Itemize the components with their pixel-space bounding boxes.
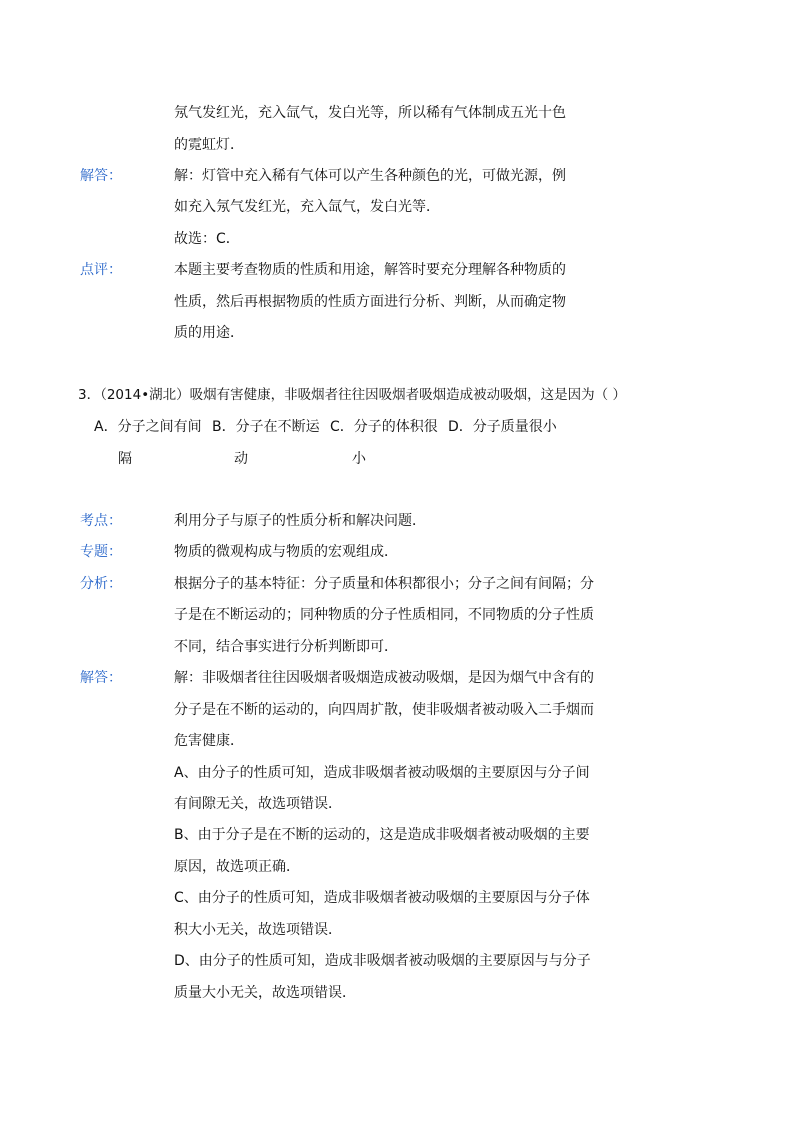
option-c-line-2: 小 bbox=[352, 451, 366, 467]
answer-line-4: A、由分子的性质可知，造成非吸烟者被动吸烟的主要原因与分子间 bbox=[174, 765, 590, 781]
option-d-line-1: D．分子质量很小 bbox=[448, 419, 557, 435]
option-c-line-1: C．分子的体积很 bbox=[330, 419, 438, 435]
option-a-line-2: 隔 bbox=[118, 451, 132, 467]
analysis-line-2: 子是在不断运动的；同种物质的分子性质相同，不同物质的分子性质 bbox=[174, 607, 594, 623]
answer-label: 解答： bbox=[80, 670, 122, 686]
answer-line-3: 危害健康． bbox=[174, 733, 244, 749]
prev-analysis-line-1: 氖气发红光，充入氙气，发白光等，所以稀有气体制成五光十色 bbox=[174, 105, 566, 121]
prev-answer-line-3: 故选：C． bbox=[174, 231, 240, 247]
prev-answer-line-1: 解：灯管中充入稀有气体可以产生各种颜色的光，可做光源，例 bbox=[174, 168, 566, 184]
answer-line-1: 解：非吸烟者往往因吸烟者吸烟造成被动吸烟，是因为烟气中含有的 bbox=[174, 670, 594, 686]
answer-line-2: 分子是在不断的运动的，向四周扩散，使非吸烟者被动吸入二手烟而 bbox=[174, 702, 594, 718]
prev-comment-label: 点评： bbox=[80, 262, 122, 278]
analysis-line-3: 不同，结合事实进行分析判断即可． bbox=[174, 639, 398, 655]
special-text: 物质的微观构成与物质的宏观组成． bbox=[174, 544, 398, 560]
topic-label: 考点： bbox=[80, 513, 122, 529]
analysis-line-1: 根据分子的基本特征：分子质量和体积都很小；分子之间有间隔；分 bbox=[174, 576, 594, 592]
analysis-label: 分析： bbox=[80, 576, 122, 592]
prev-analysis-line-2: 的霓虹灯． bbox=[174, 137, 244, 153]
prev-comment-line-3: 质的用途． bbox=[174, 325, 244, 341]
option-b-line-1: B．分子在不断运 bbox=[212, 419, 320, 435]
topic-text: 利用分子与原子的性质分析和解决问题． bbox=[174, 513, 426, 529]
prev-comment-line-2: 性质，然后再根据物质的性质方面进行分析、判断，从而确定物 bbox=[174, 294, 566, 310]
answer-line-11: 质量大小无关，故选项错误． bbox=[174, 985, 356, 1001]
option-a-line-1: A．分子之间有间 bbox=[94, 419, 202, 435]
answer-line-5: 有间隙无关，故选项错误． bbox=[174, 796, 342, 812]
question-3-stem: 3．（2014•湖北）吸烟有害健康，非吸烟者往往因吸烟者吸烟造成被动吸烟，这是因为（ ） bbox=[78, 387, 626, 403]
answer-line-8: C、由分子的性质可知，造成非吸烟者被动吸烟的主要原因与分子体 bbox=[174, 890, 590, 906]
prev-comment-line-1: 本题主要考查物质的性质和用途，解答时要充分理解各种物质的 bbox=[174, 262, 566, 278]
answer-line-9: 积大小无关，故选项错误． bbox=[174, 922, 342, 938]
option-b-line-2: 动 bbox=[234, 451, 248, 467]
answer-line-7: 原因，故选项正确． bbox=[174, 859, 300, 875]
answer-line-6: B、由于分子是在不断的运动的，这是造成非吸烟者被动吸烟的主要 bbox=[174, 827, 590, 843]
special-label: 专题： bbox=[80, 544, 122, 560]
answer-line-10: D、由分子的性质可知，造成非吸烟者被动吸烟的主要原因与与分子 bbox=[174, 953, 591, 969]
prev-answer-label: 解答： bbox=[80, 168, 122, 184]
prev-answer-line-2: 如充入氖气发红光，充入氙气，发白光等． bbox=[174, 199, 440, 215]
